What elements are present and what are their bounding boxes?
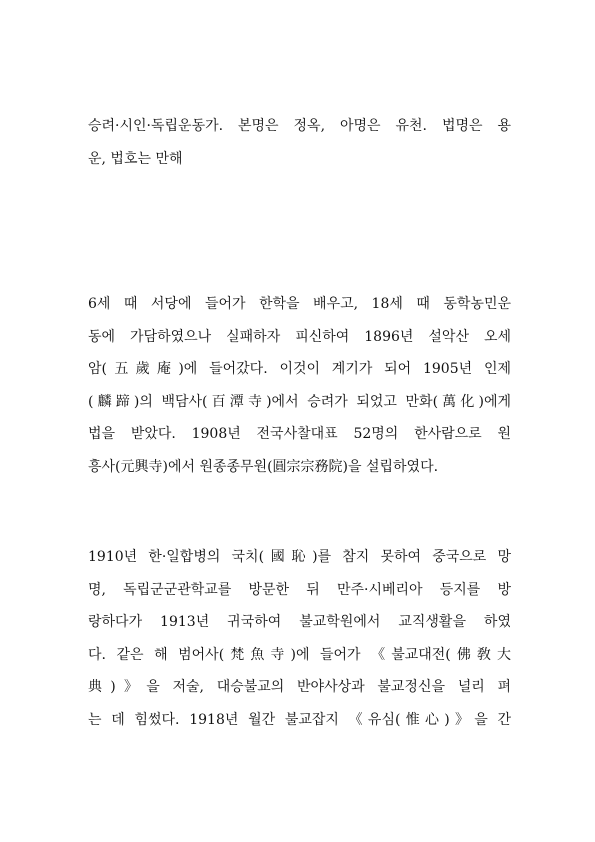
- text-line: 典)》을 저술, 대승불교의 반야사상과 불교정신을 널리 펴: [88, 679, 511, 695]
- text-line: 법을 받았다. 1908년 전국사찰대표 52명의 한사람으로 원: [88, 426, 511, 442]
- paragraph-exile-and-writing: [88, 541, 511, 736]
- text-line: (麟蹄)의 백담사(百潭寺)에서 승려가 되었고 만화(萬化)에게: [88, 393, 511, 410]
- text-line: 운, 법호는 만해: [88, 150, 183, 167]
- text-line: 1910년 한·일합병의 국치(國恥)를 참지 못하여 중국으로 망: [88, 549, 511, 565]
- text-line: 명, 독립군군관학교를 방문한 뒤 만주·시베리아 등지를 방: [88, 581, 511, 598]
- text-line: 승려·시인·독립운동가. 본명은 정옥, 아명은 유천. 법명은 용: [88, 118, 511, 134]
- text-line: 흥사(元興寺)에서 원종종무원(圓宗宗務院)을 설립하였다.: [88, 458, 439, 475]
- text-line: 동에 가담하였으나 실패하자 피신하여 1896년 설악산 오세: [88, 328, 511, 345]
- text-line: 는 데 힘썼다. 1918년 월간 불교잡지 《유심(惟心)》을 간: [88, 711, 511, 728]
- text-line: 다. 같은 해 범어사(梵魚寺)에 들어가 《불교대전(佛敎大: [88, 646, 511, 663]
- paragraph-intro: [88, 110, 511, 175]
- paragraph-early-life: [88, 288, 511, 483]
- text-line: 랑하다가 1913년 귀국하여 불교학원에서 교직생활을 하였: [88, 614, 511, 630]
- text-line: 암(五歲庵)에 들어갔다. 이것이 계기가 되어 1905년 인제: [88, 361, 511, 377]
- text-line: 6세 때 서당에 들어가 한학을 배우고, 18세 때 동학농민운: [88, 296, 511, 312]
